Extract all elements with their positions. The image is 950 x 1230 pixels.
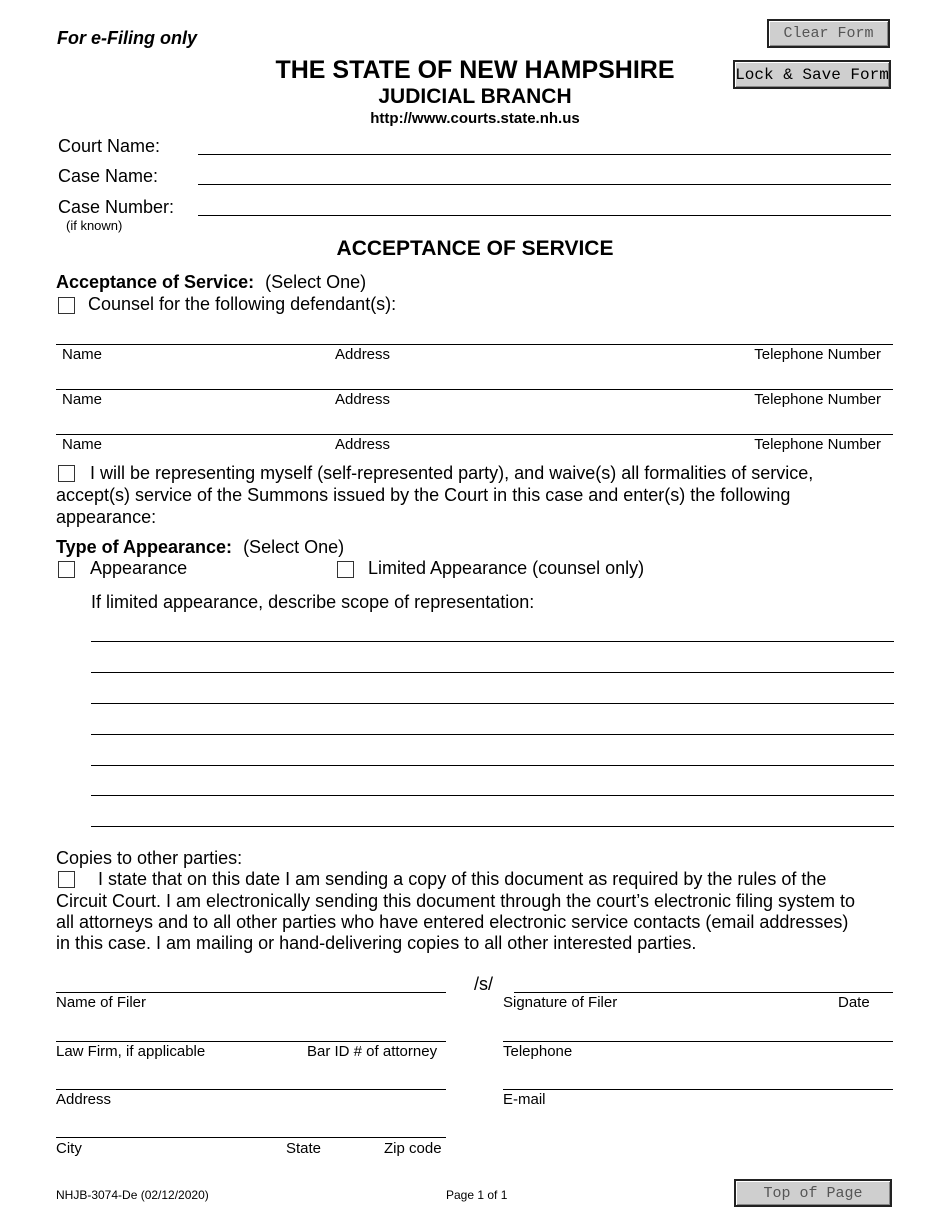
bar-id-label: Bar ID # of attorney bbox=[307, 1043, 438, 1060]
city-label: City bbox=[56, 1140, 82, 1157]
appearance-select-one: (Select One) bbox=[243, 537, 345, 557]
defendant-3-name-label: Name bbox=[62, 436, 103, 453]
court-name-field[interactable] bbox=[198, 134, 891, 154]
judicial-branch: JUDICIAL BRANCH bbox=[378, 85, 572, 108]
self-represented-line-2: accept(s) service of the Summons issued by the Court in this case and enter(s) the following bbox=[56, 485, 791, 505]
defendant-3-underline bbox=[56, 434, 893, 435]
copies-line-1: I state that on this date I am sending a copy of this document as required by the rules of the bbox=[98, 869, 827, 889]
email-field[interactable] bbox=[503, 1067, 893, 1087]
copies-line-4: in this case. I am mailing or hand-delivering copies to all other interested parties. bbox=[56, 933, 697, 953]
scope-line-6 bbox=[91, 795, 894, 796]
lock-save-form-button[interactable]: Lock & Save Form bbox=[733, 60, 891, 89]
defendant-1-underline bbox=[56, 344, 893, 345]
efiling-note: For e-Filing only bbox=[57, 28, 197, 48]
acceptance-heading-label: Acceptance of Service: bbox=[56, 272, 255, 292]
city-state-zip-field[interactable] bbox=[56, 1115, 446, 1135]
case-number-label: Case Number: bbox=[58, 197, 175, 217]
scope-prompt: If limited appearance, describe scope of representation: bbox=[91, 592, 535, 612]
state-label: State bbox=[286, 1140, 322, 1157]
self-represented-checkbox[interactable] bbox=[58, 465, 75, 482]
defendant-1-address-label: Address bbox=[335, 346, 391, 363]
form-title: ACCEPTANCE OF SERVICE bbox=[336, 237, 614, 260]
appearance-checkbox[interactable] bbox=[58, 561, 75, 578]
appearance-heading bbox=[56, 537, 344, 558]
copies-line-2: Circuit Court. I am electronically sending this document through the court’s electronic filing system to bbox=[56, 891, 856, 911]
scope-line-1 bbox=[91, 641, 894, 642]
limited-appearance-checkbox[interactable] bbox=[337, 561, 354, 578]
appearance-heading-label: Type of Appearance: bbox=[56, 537, 233, 557]
defendant-2-address-label: Address bbox=[335, 391, 391, 408]
address-field[interactable] bbox=[56, 1067, 446, 1087]
limited-appearance-option-label: Limited Appearance (counsel only) bbox=[368, 558, 645, 578]
law-firm-underline bbox=[56, 1041, 446, 1042]
law-firm-field[interactable] bbox=[56, 1018, 446, 1038]
address-label: Address bbox=[56, 1091, 112, 1108]
clear-form-button[interactable]: Clear Form bbox=[767, 19, 890, 48]
signature-s-mark: /s/ bbox=[474, 974, 494, 994]
signature-of-filer-label: Signature of Filer bbox=[503, 994, 618, 1011]
appearance-option-label: Appearance bbox=[90, 558, 188, 578]
date-label: Date bbox=[838, 994, 870, 1011]
defendant-2-field[interactable] bbox=[56, 367, 893, 387]
scope-line-3 bbox=[91, 703, 894, 704]
self-represented-line-1: I will be representing myself (self-represented party), and waive(s) all formalities of service, bbox=[90, 463, 814, 483]
court-name-underline bbox=[198, 154, 891, 155]
name-of-filer-field[interactable] bbox=[56, 970, 446, 990]
name-of-filer-label: Name of Filer bbox=[56, 994, 147, 1011]
zip-code-label: Zip code bbox=[384, 1140, 442, 1157]
case-name-field[interactable] bbox=[198, 164, 891, 184]
self-represented-line-3: appearance: bbox=[56, 507, 157, 527]
telephone-label: Telephone bbox=[503, 1043, 573, 1060]
copies-heading: Copies to other parties: bbox=[56, 848, 243, 868]
case-number-field[interactable] bbox=[198, 195, 891, 215]
defendant-3-phone-label: Telephone Number bbox=[754, 436, 881, 453]
name-of-filer-underline bbox=[56, 992, 446, 993]
signature-field[interactable] bbox=[514, 970, 893, 990]
defendant-2-name-label: Name bbox=[62, 391, 103, 408]
court-name-label: Court Name: bbox=[58, 136, 161, 156]
scope-line-5 bbox=[91, 765, 894, 766]
scope-line-4 bbox=[91, 734, 894, 735]
counsel-option-label: Counsel for the following defendant(s): bbox=[88, 294, 397, 314]
law-firm-label: Law Firm, if applicable bbox=[56, 1043, 206, 1060]
defendant-3-field[interactable] bbox=[56, 412, 893, 432]
case-name-label: Case Name: bbox=[58, 166, 159, 186]
signature-underline bbox=[514, 992, 893, 993]
case-name-underline bbox=[198, 184, 891, 185]
court-url: http://www.courts.state.nh.us bbox=[370, 110, 580, 127]
top-of-page-button[interactable]: Top of Page bbox=[734, 1179, 892, 1207]
state-title: THE STATE OF NEW HAMPSHIRE bbox=[275, 56, 675, 84]
defendant-1-phone-label: Telephone Number bbox=[754, 346, 881, 363]
acceptance-select-one: (Select One) bbox=[265, 272, 367, 292]
scope-line-7 bbox=[91, 826, 894, 827]
telephone-underline bbox=[503, 1041, 893, 1042]
counsel-checkbox[interactable] bbox=[58, 297, 75, 314]
copies-line-3: all attorneys and to all other parties who have entered electronic service contacts (email addresses) bbox=[56, 912, 849, 932]
defendant-1-field[interactable] bbox=[56, 322, 893, 342]
page-number: Page 1 of 1 bbox=[446, 1188, 508, 1202]
if-known-note: (if known) bbox=[66, 218, 123, 233]
defendant-2-phone-label: Telephone Number bbox=[754, 391, 881, 408]
copies-checkbox[interactable] bbox=[58, 871, 75, 888]
email-label: E-mail bbox=[503, 1091, 546, 1108]
scope-of-representation-field[interactable] bbox=[91, 622, 894, 827]
case-number-underline bbox=[198, 215, 891, 216]
city-underline bbox=[56, 1137, 446, 1138]
scope-line-2 bbox=[91, 672, 894, 673]
acceptance-heading bbox=[56, 272, 366, 293]
defendant-2-underline bbox=[56, 389, 893, 390]
telephone-field[interactable] bbox=[503, 1018, 893, 1038]
defendant-3-address-label: Address bbox=[335, 436, 391, 453]
address-underline bbox=[56, 1089, 446, 1090]
form-id: NHJB-3074-De (02/12/2020) bbox=[56, 1188, 209, 1202]
email-underline bbox=[503, 1089, 893, 1090]
defendant-1-name-label: Name bbox=[62, 346, 103, 363]
